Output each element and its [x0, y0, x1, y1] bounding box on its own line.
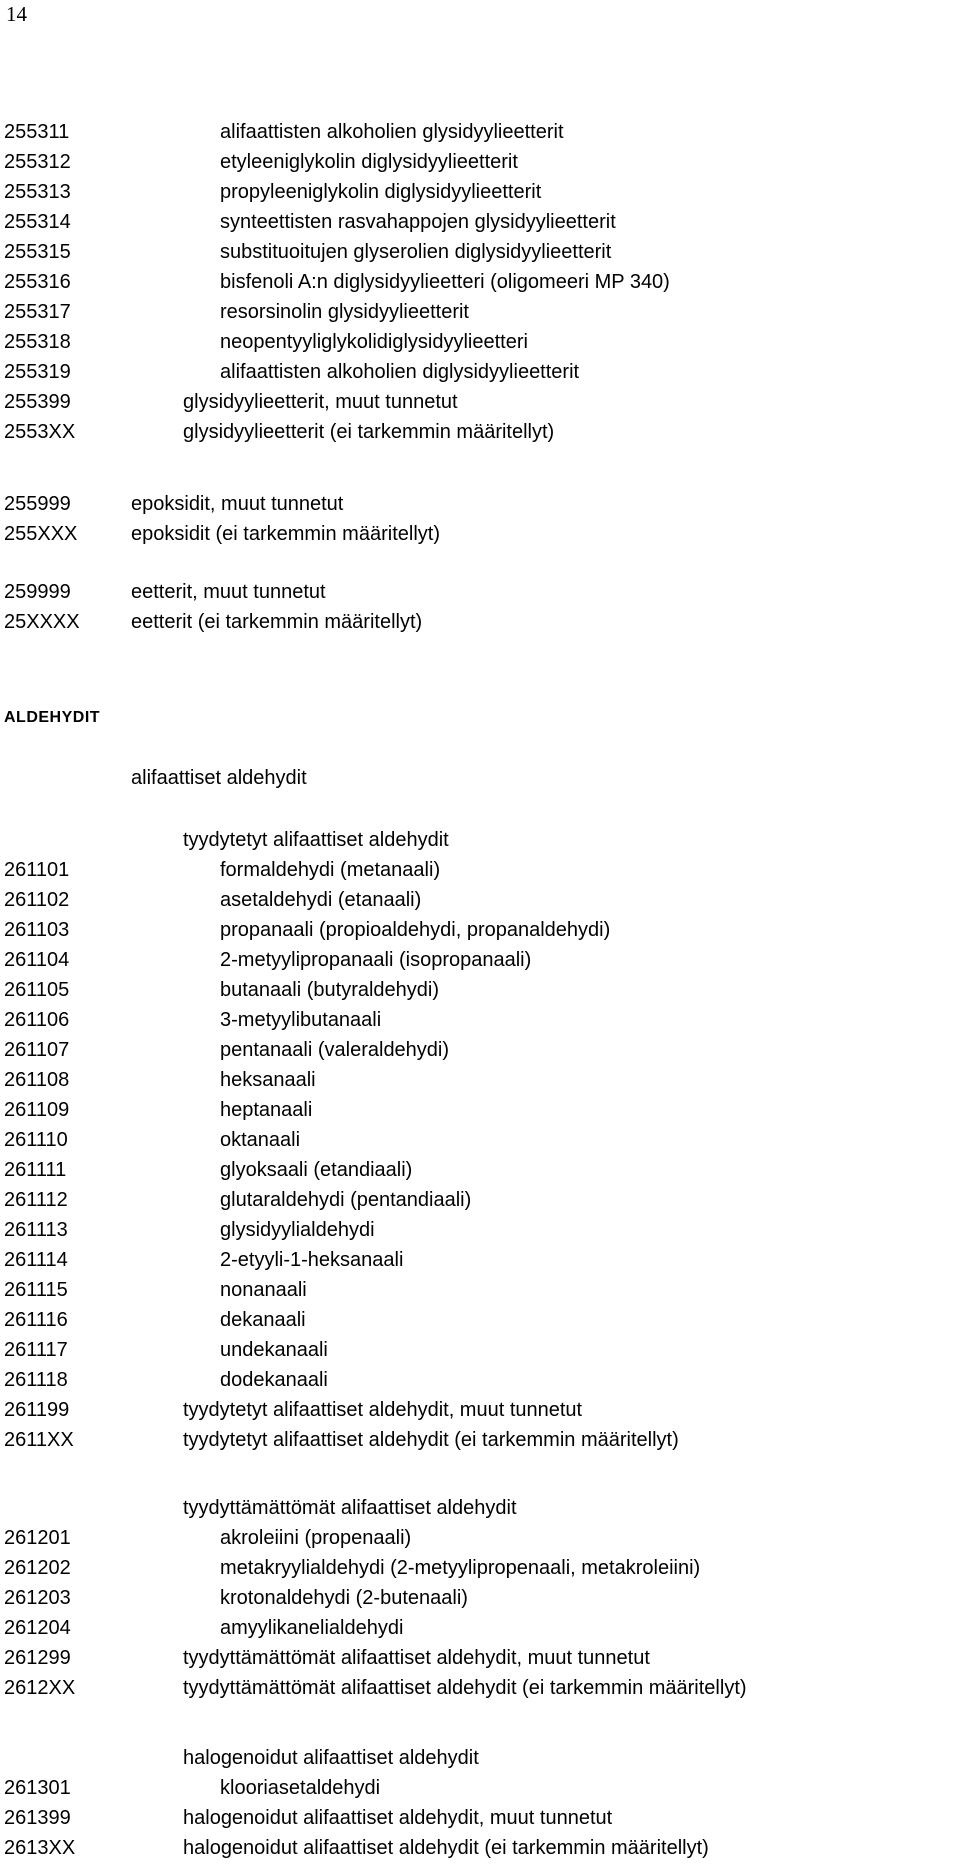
heading-text: ALDEHYDIT: [4, 709, 101, 726]
description: alifaattisten alkoholien glysidyylieetterit: [220, 121, 564, 143]
page-number: 14: [6, 2, 27, 26]
description: glysidyylieetterit (ei tarkemmin määritellyt): [183, 421, 555, 443]
row-261204: [0, 1614, 960, 1642]
description: eetterit, muut tunnetut: [131, 581, 326, 603]
row-261112: [0, 1186, 960, 1214]
description: undekanaali: [220, 1339, 328, 1361]
section-heading-aldehydit: [0, 704, 960, 732]
subheading-halogenated: [0, 1744, 960, 1772]
row-261399: [0, 1804, 960, 1832]
code: 255311: [4, 121, 70, 143]
row-2611XX: [0, 1426, 960, 1454]
row-261101: [0, 856, 960, 884]
row-255316: [0, 268, 960, 296]
code: 2553XX: [4, 421, 76, 443]
code: 261202: [4, 1557, 71, 1579]
row-261299: [0, 1644, 960, 1672]
subheading-text: tyydytetyt alifaattiset aldehydit: [183, 829, 449, 851]
row-261202: [0, 1554, 960, 1582]
row-255312: [0, 148, 960, 176]
code: 261399: [4, 1807, 71, 1829]
description: heksanaali: [220, 1069, 316, 1091]
description: epoksidit (ei tarkemmin määritellyt): [131, 523, 440, 545]
row-261110: [0, 1126, 960, 1154]
description: epoksidit, muut tunnetut: [131, 493, 344, 515]
code: 261204: [4, 1617, 71, 1639]
code: 261116: [4, 1309, 68, 1331]
subheading-saturated: [0, 826, 960, 854]
description: 2-etyyli-1-heksanaali: [220, 1249, 404, 1271]
subheading-text: tyydyttämättömät alifaattiset aldehydit: [183, 1497, 517, 1519]
row-261107: [0, 1036, 960, 1064]
description: butanaali (butyraldehydi): [220, 979, 440, 1001]
description: dodekanaali: [220, 1369, 328, 1391]
code: 261106: [4, 1009, 70, 1031]
description: synteettisten rasvahappojen glysidyylieetterit: [220, 211, 616, 233]
row-25XXXX: [0, 608, 960, 636]
description: akroleiini (propenaali): [220, 1527, 412, 1549]
description: krotonaldehydi (2-butenaali): [220, 1587, 468, 1609]
row-2612XX: [0, 1674, 960, 1702]
description: glysidyylieetterit, muut tunnetut: [183, 391, 458, 413]
code: 255313: [4, 181, 71, 203]
description: neopentyyliglykolidiglysidyylieetteri: [220, 331, 528, 353]
code: 261118: [4, 1369, 68, 1391]
code: 261299: [4, 1647, 71, 1669]
row-255317: [0, 298, 960, 326]
code: 261199: [4, 1399, 70, 1421]
row-261102: [0, 886, 960, 914]
row-259999: [0, 578, 960, 606]
subheading-aliphatic: [0, 764, 960, 792]
row-261115: [0, 1276, 960, 1304]
code: 2613XX: [4, 1837, 76, 1859]
subheading-text: alifaattiset aldehydit: [131, 767, 307, 789]
description: pentanaali (valeraldehydi): [220, 1039, 450, 1061]
code: 261115: [4, 1279, 68, 1301]
description: klooriasetaldehydi: [220, 1777, 381, 1799]
code: 255316: [4, 271, 71, 293]
description: glutaraldehydi (pentandiaali): [220, 1189, 472, 1211]
code: 2612XX: [4, 1677, 76, 1699]
description: glysidyylialdehydi: [220, 1219, 375, 1241]
row-261201: [0, 1524, 960, 1552]
code: 25XXXX: [4, 611, 80, 633]
description: metakryylialdehydi (2-metyylipropenaali, metakroleiini): [220, 1557, 701, 1579]
description: glyoksaali (etandiaali): [220, 1159, 413, 1181]
code: 255318: [4, 331, 71, 353]
description: halogenoidut alifaattiset aldehydit, muut tunnetut: [183, 1807, 613, 1829]
code: 255399: [4, 391, 71, 413]
row-261109: [0, 1096, 960, 1124]
row-255999: [0, 490, 960, 518]
description: propyleeniglykolin diglysidyylieetterit: [220, 181, 542, 203]
description: eetterit (ei tarkemmin määritellyt): [131, 611, 423, 633]
row-261106: [0, 1006, 960, 1034]
row-2553XX: [0, 418, 960, 446]
row-2613XX: [0, 1834, 960, 1862]
code: 261111: [4, 1159, 67, 1181]
row-261113: [0, 1216, 960, 1244]
row-261105: [0, 976, 960, 1004]
code: 261108: [4, 1069, 70, 1091]
code: 261110: [4, 1129, 68, 1151]
description: tyydyttämättömät alifaattiset aldehydit, muut tunnetut: [183, 1647, 650, 1669]
description: etyleeniglykolin diglysidyylieetterit: [220, 151, 518, 173]
row-261301: [0, 1774, 960, 1802]
code: 261101: [4, 859, 70, 881]
row-255314: [0, 208, 960, 236]
code: 255317: [4, 301, 71, 323]
description: amyylikanelialdehydi: [220, 1617, 404, 1639]
row-255399: [0, 388, 960, 416]
code: 261301: [4, 1777, 71, 1799]
code: 261112: [4, 1189, 68, 1211]
description: tyydyttämättömät alifaattiset aldehydit (ei tarkemmin määritellyt): [183, 1677, 747, 1699]
code: 261113: [4, 1219, 68, 1241]
row-255XXX: [0, 520, 960, 548]
code: 261109: [4, 1099, 70, 1121]
description: formaldehydi (metanaali): [220, 859, 441, 881]
code: 261114: [4, 1249, 68, 1271]
code: 261203: [4, 1587, 71, 1609]
description: tyydytetyt alifaattiset aldehydit, muut tunnetut: [183, 1399, 583, 1421]
subheading-unsaturated: [0, 1494, 960, 1522]
row-261203: [0, 1584, 960, 1612]
code: 255312: [4, 151, 71, 173]
code: 255319: [4, 361, 71, 383]
description: resorsinolin glysidyylieetterit: [220, 301, 469, 323]
code: 255314: [4, 211, 71, 233]
row-255315: [0, 238, 960, 266]
row-261114: [0, 1246, 960, 1274]
description: substituoitujen glyserolien diglysidyylieetterit: [220, 241, 612, 263]
description: alifaattisten alkoholien diglysidyylieetterit: [220, 361, 580, 383]
code: 261102: [4, 889, 70, 911]
code: 255XXX: [4, 523, 78, 545]
row-255311: [0, 118, 960, 146]
description: 2-metyylipropanaali (isopropanaali): [220, 949, 532, 971]
row-261199: [0, 1396, 960, 1424]
row-255319: [0, 358, 960, 386]
description: asetaldehydi (etanaali): [220, 889, 422, 911]
code: 261103: [4, 919, 70, 941]
code: 261105: [4, 979, 70, 1001]
code: 261117: [4, 1339, 68, 1361]
row-255313: [0, 178, 960, 206]
description: bisfenoli A:n diglysidyylieetteri (oligomeeri MP 340): [220, 271, 670, 293]
description: nonanaali: [220, 1279, 307, 1301]
row-261104: [0, 946, 960, 974]
code: 255999: [4, 493, 71, 515]
description: oktanaali: [220, 1129, 301, 1151]
code: 255315: [4, 241, 71, 263]
row-255318: [0, 328, 960, 356]
code: 259999: [4, 581, 71, 603]
description: halogenoidut alifaattiset aldehydit (ei tarkemmin määritellyt): [183, 1837, 709, 1859]
description: propanaali (propioaldehydi, propanaldehydi): [220, 919, 611, 941]
description: dekanaali: [220, 1309, 306, 1331]
code: 261107: [4, 1039, 70, 1061]
row-261111: [0, 1156, 960, 1184]
row-261108: [0, 1066, 960, 1094]
description: 3-metyylibutanaali: [220, 1009, 382, 1031]
row-261103: [0, 916, 960, 944]
code: 261201: [4, 1527, 71, 1549]
subheading-text: halogenoidut alifaattiset aldehydit: [183, 1747, 479, 1769]
code: 261104: [4, 949, 70, 971]
description: tyydytetyt alifaattiset aldehydit (ei tarkemmin määritellyt): [183, 1429, 679, 1451]
row-261117: [0, 1336, 960, 1364]
code: 2611XX: [4, 1429, 74, 1451]
row-261116: [0, 1306, 960, 1334]
row-261118: [0, 1366, 960, 1394]
description: heptanaali: [220, 1099, 313, 1121]
